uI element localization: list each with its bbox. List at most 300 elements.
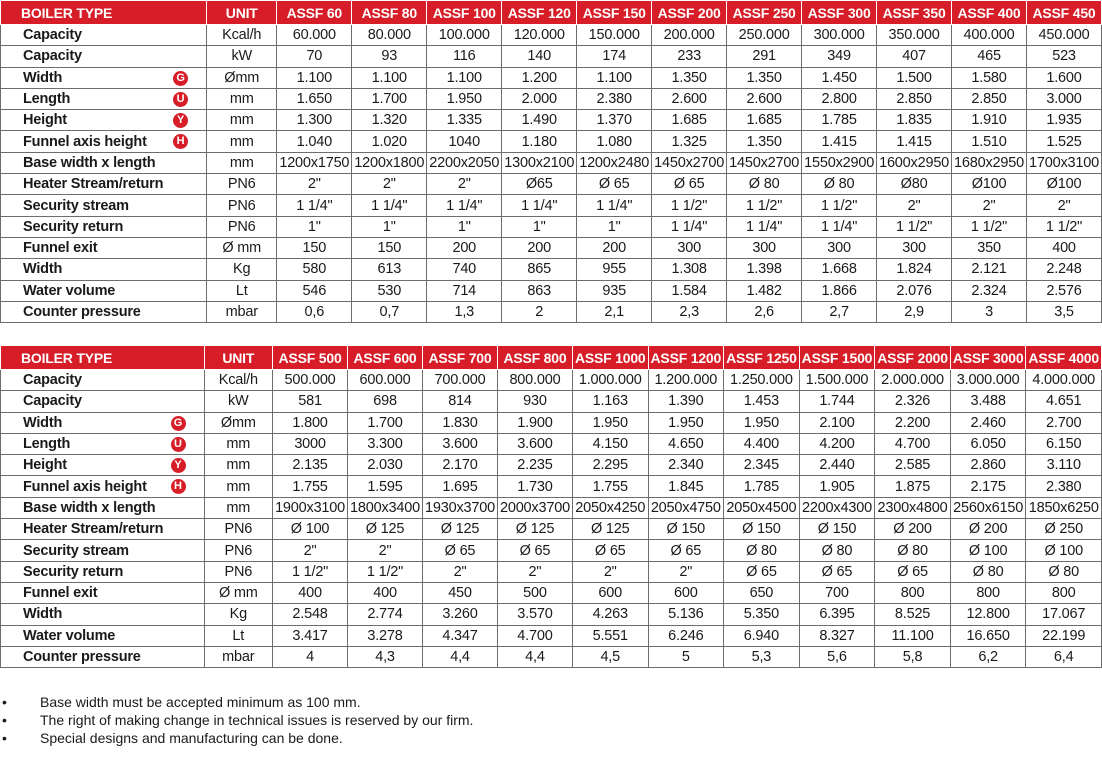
table-row [1,540,1102,561]
value-cell: 4.700 [875,433,951,454]
value-cell: 1.950 [572,412,648,433]
value-cell: 200 [427,237,502,258]
row-label-cell [1,110,207,131]
value-cell: 6.246 [648,625,724,646]
unit-cell: mm [207,152,277,173]
row-label: Funnel exit [23,240,98,257]
row-label: Capacity [23,48,82,65]
table-row [1,280,1102,301]
value-cell: 1.335 [427,110,502,131]
value-cell: 1" [502,216,577,237]
value-cell: Ø 80 [1026,561,1102,582]
notes-list [0,693,473,747]
value-cell: 2560x6150 [950,497,1026,518]
value-cell: 1450x2700 [652,152,727,173]
row-label: Counter pressure [23,649,141,665]
value-cell: 2,1 [577,301,652,322]
value-cell: 3 [952,301,1027,322]
row-label-cell [1,174,207,195]
value-cell: 465 [952,46,1027,67]
table-row [1,301,1102,322]
value-cell: 2.000 [502,88,577,109]
value-cell: 2050x4500 [724,497,800,518]
value-cell: 714 [427,280,502,301]
value-cell: 2.248 [1027,259,1102,280]
value-cell: 2.380 [577,88,652,109]
value-cell: 1.100 [427,67,502,88]
value-cell: 11.100 [875,625,951,646]
value-cell: 2.030 [348,455,423,476]
value-cell: 2.121 [952,259,1027,280]
row-label-cell [1,280,207,301]
note-item: • Base width must be accepted minimum as 100 mm. [0,693,473,711]
value-cell: 400.000 [952,25,1027,46]
value-cell: 2" [952,195,1027,216]
row-label-cell [1,195,207,216]
unit-header: UNIT [207,1,277,25]
value-cell: 2.340 [648,455,724,476]
value-cell: 3.260 [423,604,498,625]
value-cell: Ø 80 [950,561,1026,582]
value-cell: 1.755 [572,476,648,497]
row-label: Length [23,436,71,453]
value-cell: 2" [352,174,427,195]
value-cell: 1.370 [577,110,652,131]
value-cell: Ø 150 [648,519,724,540]
unit-cell: mm [207,110,277,131]
model-header: ASSF 1250 [724,346,800,370]
value-cell: 70 [277,46,352,67]
value-cell: 930 [497,391,572,412]
value-cell: 1 1/4" [502,195,577,216]
value-cell: 1.730 [497,476,572,497]
row-label-cell [1,646,205,667]
value-cell: 1.415 [802,131,877,152]
row-label: Width [23,261,63,278]
value-cell: 814 [423,391,498,412]
row-label: Security stream [23,197,129,214]
model-header: ASSF 60 [277,1,352,25]
value-cell: 2.235 [497,455,572,476]
row-label-cell [1,237,207,258]
value-cell: 2,7 [802,301,877,322]
value-cell: 1.785 [724,476,800,497]
value-cell: 935 [577,280,652,301]
value-cell: 300 [877,237,952,258]
row-label-cell [1,433,205,454]
value-cell: 1.500 [877,67,952,88]
value-cell: 1680x2950 [952,152,1027,173]
value-cell: 2,3 [652,301,727,322]
unit-cell: Ø mm [204,582,273,603]
unit-cell: mm [204,455,273,476]
value-cell: 450.000 [1027,25,1102,46]
model-header: ASSF 500 [273,346,348,370]
boiler-type-header: BOILER TYPE [1,346,205,370]
value-cell: 250.000 [727,25,802,46]
value-cell: 200 [502,237,577,258]
value-cell: 6.150 [1026,433,1102,454]
value-cell: 2.100 [799,412,875,433]
value-cell: 300 [652,237,727,258]
value-cell: 1 1/2" [652,195,727,216]
value-cell: 1" [427,216,502,237]
note-item: • Special designs and manufacturing can be done. [0,729,473,747]
row-label: Base width x length [23,154,156,171]
value-cell: 1.875 [875,476,951,497]
value-cell: Ø 80 [724,540,800,561]
value-cell: 2" [497,561,572,582]
unit-cell: Kcal/h [207,25,277,46]
table-row [1,625,1102,646]
value-cell: 3000 [273,433,348,454]
value-cell: 800.000 [497,370,572,391]
row-label: Funnel axis height [23,478,147,495]
value-cell: 1.100 [277,67,352,88]
value-cell: 2.076 [877,280,952,301]
row-label: Width [23,414,63,431]
value-cell: 300.000 [802,25,877,46]
model-header: ASSF 700 [423,346,498,370]
value-cell: 4.347 [423,625,498,646]
dimension-marker-icon: Y [171,458,186,473]
value-cell: 2.600 [727,88,802,109]
unit-cell: Ø mm [207,237,277,258]
value-cell: 581 [273,391,348,412]
value-cell: 2" [877,195,952,216]
value-cell: Ø 150 [724,519,800,540]
row-label: Security stream [23,542,129,559]
dimension-marker-icon: U [171,437,186,452]
value-cell: 800 [1026,582,1102,603]
value-cell: 1.450 [802,67,877,88]
value-cell: 1.668 [802,259,877,280]
value-cell: 5.136 [648,604,724,625]
value-cell: 1.755 [273,476,348,497]
unit-cell: Kcal/h [204,370,273,391]
row-label-cell [1,152,207,173]
value-cell: 1.415 [877,131,952,152]
model-header: ASSF 1500 [799,346,875,370]
value-cell: 1600x2950 [877,152,952,173]
model-header: ASSF 350 [877,1,952,25]
value-cell: 4.700 [497,625,572,646]
value-cell: 1" [277,216,352,237]
value-cell: 863 [502,280,577,301]
value-cell: 3.600 [423,433,498,454]
value-cell: 2.600 [652,88,727,109]
value-cell: 1200x2480 [577,152,652,173]
value-cell: 120.000 [502,25,577,46]
row-label: Length [23,91,71,108]
table-row [1,582,1102,603]
table-row [1,216,1102,237]
value-cell: 2.460 [950,412,1026,433]
row-label-cell [1,455,205,476]
value-cell: 1.320 [352,110,427,131]
table-row [1,195,1102,216]
table-row [1,25,1102,46]
value-cell: 1.824 [877,259,952,280]
value-cell: 5 [648,646,724,667]
value-cell: 5,8 [875,646,951,667]
row-label: Width [23,69,63,86]
row-label: Funnel axis height [23,133,147,150]
value-cell: 865 [502,259,577,280]
row-label-cell [1,67,207,88]
value-cell: 2.295 [572,455,648,476]
value-cell: 1200x1750 [277,152,352,173]
row-label-cell [1,301,207,322]
dimension-marker-icon: U [173,92,188,107]
value-cell: 1.510 [952,131,1027,152]
table-row [1,391,1102,412]
table-row [1,110,1102,131]
value-cell: 17.067 [1026,604,1102,625]
unit-cell: PN6 [207,195,277,216]
row-label-cell [1,25,207,46]
row-label-cell [1,519,205,540]
value-cell: 300 [802,237,877,258]
value-cell: 8.327 [799,625,875,646]
value-cell: 4,3 [348,646,423,667]
value-cell: 407 [877,46,952,67]
value-cell: Ø 65 [577,174,652,195]
value-cell: 1.482 [727,280,802,301]
value-cell: 1.525 [1027,131,1102,152]
value-cell: 1900x3100 [273,497,348,518]
unit-cell: Kg [207,259,277,280]
spec-table-large-models [0,345,1102,668]
dimension-marker-icon: Y [173,113,188,128]
value-cell: 2.200 [875,412,951,433]
value-cell: 1.700 [352,88,427,109]
value-cell: 1.835 [877,110,952,131]
value-cell: 1.100 [352,67,427,88]
model-header: ASSF 400 [952,1,1027,25]
value-cell: 1.845 [648,476,724,497]
value-cell: 1.695 [423,476,498,497]
value-cell: 1.040 [277,131,352,152]
value-cell: 1930x3700 [423,497,498,518]
value-cell: 1.866 [802,280,877,301]
value-cell: 12.800 [950,604,1026,625]
value-cell: 1.250.000 [724,370,800,391]
model-header: ASSF 1000 [572,346,648,370]
value-cell: Ø 65 [799,561,875,582]
value-cell: 1 1/4" [652,216,727,237]
value-cell: 1.600 [1027,67,1102,88]
value-cell: 698 [348,391,423,412]
value-cell: 2.850 [952,88,1027,109]
table-row [1,433,1102,454]
row-label-cell [1,561,205,582]
value-cell: 174 [577,46,652,67]
value-cell: 2" [348,540,423,561]
value-cell: 1.905 [799,476,875,497]
unit-cell: mbar [207,301,277,322]
value-cell: Ø 65 [648,540,724,561]
value-cell: 1 1/4" [727,216,802,237]
value-cell: 0,6 [277,301,352,322]
header-row [1,1,1102,25]
value-cell: 1.020 [352,131,427,152]
value-cell: 2" [427,174,502,195]
row-label-cell [1,391,205,412]
unit-cell: mm [204,433,273,454]
row-label-cell [1,370,205,391]
value-cell: 500 [497,582,572,603]
row-label: Security return [23,218,124,235]
value-cell: 800 [950,582,1026,603]
value-cell: 2.585 [875,455,951,476]
value-cell: 1.100 [577,67,652,88]
value-cell: 3.417 [273,625,348,646]
value-cell: 3.110 [1026,455,1102,476]
value-cell: 150 [277,237,352,258]
value-cell: 93 [352,46,427,67]
value-cell: 1 1/2" [877,216,952,237]
value-cell: Ø 150 [799,519,875,540]
value-cell: 5.350 [724,604,800,625]
value-cell: 80.000 [352,25,427,46]
value-cell: 1.200 [502,67,577,88]
table-row [1,455,1102,476]
value-cell: 1200x1800 [352,152,427,173]
table-row [1,519,1102,540]
value-cell: Ø 100 [950,540,1026,561]
value-cell: 4,4 [497,646,572,667]
row-label-cell [1,497,205,518]
value-cell: 400 [1027,237,1102,258]
value-cell: Ø 125 [572,519,648,540]
value-cell: 1 1/4" [577,195,652,216]
value-cell: 1.650 [277,88,352,109]
unit-cell: kW [204,391,273,412]
value-cell: 4,4 [423,646,498,667]
value-cell: 3,5 [1027,301,1102,322]
model-header: ASSF 3000 [950,346,1026,370]
value-cell: Ø 65 [572,540,648,561]
value-cell: 1.308 [652,259,727,280]
model-header: ASSF 300 [802,1,877,25]
value-cell: 2050x4750 [648,497,724,518]
value-cell: 4.200 [799,433,875,454]
model-header: ASSF 200 [652,1,727,25]
value-cell: 1.685 [652,110,727,131]
value-cell: 0,7 [352,301,427,322]
value-cell: Ø 65 [497,540,572,561]
value-cell: Ø 65 [724,561,800,582]
value-cell: 116 [427,46,502,67]
value-cell: 2" [572,561,648,582]
table-row [1,152,1102,173]
row-label-cell [1,476,205,497]
value-cell: 1 1/4" [802,216,877,237]
value-cell: 2300x4800 [875,497,951,518]
value-cell: 1.180 [502,131,577,152]
table-row [1,67,1102,88]
unit-cell: mm [204,497,273,518]
value-cell: 2.175 [950,476,1026,497]
model-header: ASSF 120 [502,1,577,25]
value-cell: 1700x3100 [1027,152,1102,173]
value-cell: 955 [577,259,652,280]
value-cell: Ø 65 [423,540,498,561]
model-header: ASSF 80 [352,1,427,25]
value-cell: 5,3 [724,646,800,667]
value-cell: 2.548 [273,604,348,625]
spec-table-small-models [0,0,1102,323]
value-cell: 1550x2900 [802,152,877,173]
table-row [1,604,1102,625]
value-cell: 450 [423,582,498,603]
value-cell: 4.150 [572,433,648,454]
row-label-cell [1,216,207,237]
unit-header: UNIT [204,346,273,370]
boiler-type-header: BOILER TYPE [1,1,207,25]
note-item: • The right of making change in technical issues is reserved by our firm. [0,711,473,729]
row-label-cell [1,88,207,109]
unit-cell: Lt [207,280,277,301]
value-cell: 16.650 [950,625,1026,646]
value-cell: 5,6 [799,646,875,667]
value-cell: 2" [273,540,348,561]
unit-cell: Ømm [204,412,273,433]
value-cell: 350 [952,237,1027,258]
value-cell: 740 [427,259,502,280]
value-cell: 1.800 [273,412,348,433]
model-header: ASSF 1200 [648,346,724,370]
value-cell: 1.163 [572,391,648,412]
unit-cell: PN6 [207,216,277,237]
table-row [1,370,1102,391]
row-label-cell [1,131,207,152]
value-cell: Ø 125 [423,519,498,540]
row-label: Water volume [23,282,116,299]
value-cell: 291 [727,46,802,67]
row-label: Capacity [23,393,82,410]
value-cell: 100.000 [427,25,502,46]
header-row [1,346,1102,370]
value-cell: Ø 65 [875,561,951,582]
value-cell: Ø 125 [348,519,423,540]
row-label: Width [23,606,63,623]
row-label: Base width x length [23,499,156,516]
value-cell: 200 [577,237,652,258]
value-cell: 2,9 [877,301,952,322]
table-row [1,88,1102,109]
value-cell: 400 [273,582,348,603]
row-label: Heater Stream/return [23,176,164,193]
model-header: ASSF 4000 [1026,346,1102,370]
value-cell: Ø 80 [875,540,951,561]
value-cell: 200.000 [652,25,727,46]
row-label-cell [1,259,207,280]
value-cell: 600.000 [348,370,423,391]
value-cell: 4.000.000 [1026,370,1102,391]
value-cell: 4 [273,646,348,667]
row-label: Funnel exit [23,585,98,602]
value-cell: 2.380 [1026,476,1102,497]
row-label: Water volume [23,627,116,644]
value-cell: 1.950 [648,412,724,433]
value-cell: 1.350 [727,67,802,88]
model-header: ASSF 100 [427,1,502,25]
table-row [1,174,1102,195]
table-row [1,561,1102,582]
value-cell: 2.440 [799,455,875,476]
